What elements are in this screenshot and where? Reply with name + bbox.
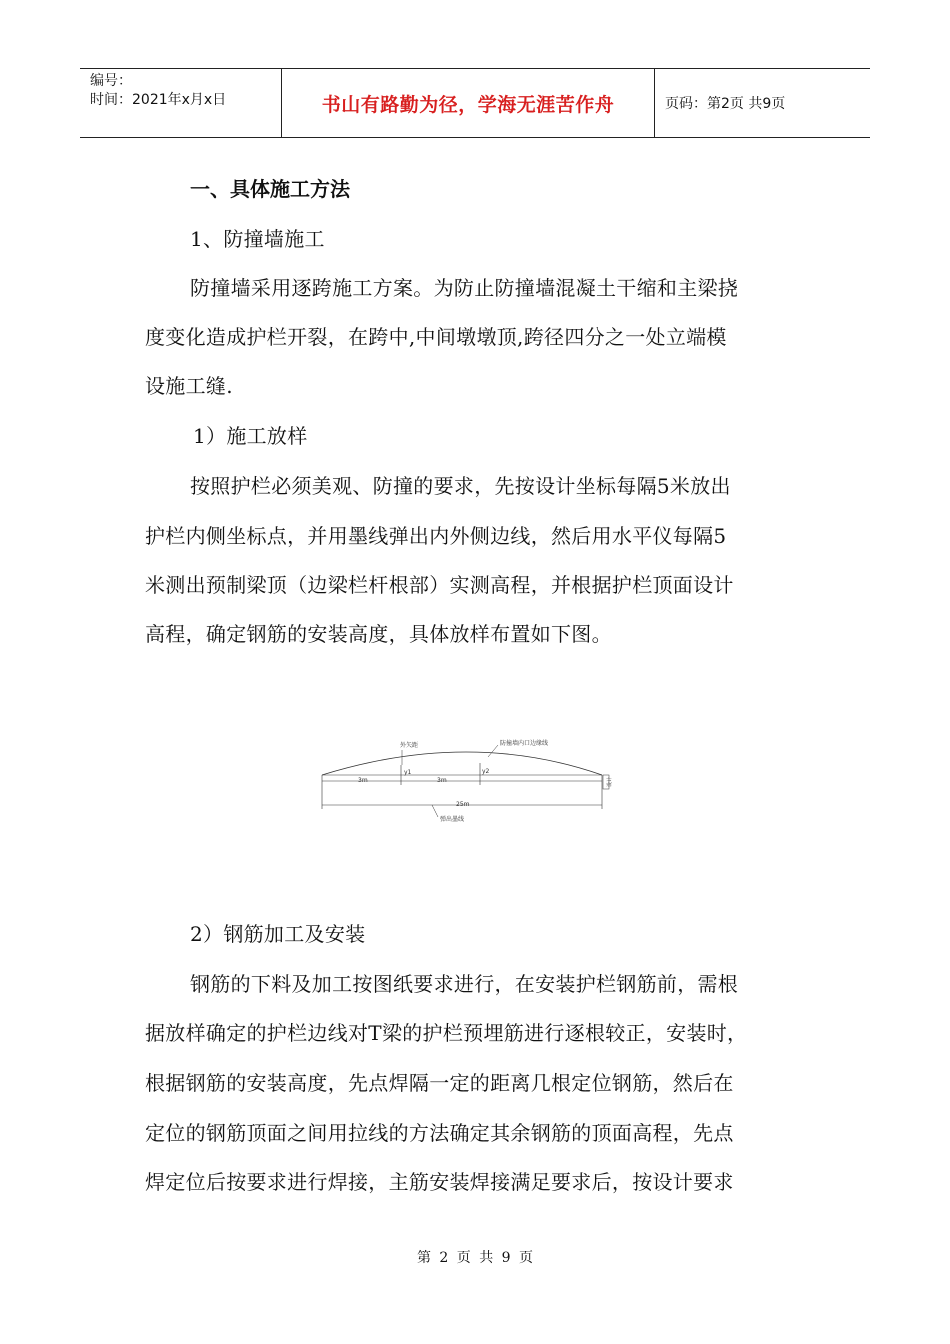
paragraph-line: 据放样确定的护栏边线对T梁的护栏预埋筋进行逐根较正，安装时， xyxy=(145,1021,748,1045)
paragraph-line: 高程，确定钢筋的安装高度，具体放样布置如下图。 xyxy=(145,622,612,646)
paragraph-line: 防撞墙采用逐跨施工方案。为防止防撞墙混凝土干缩和主梁挠 xyxy=(190,276,739,300)
label-total: 25m xyxy=(456,801,470,808)
paragraph-line: 根据钢筋的安装高度，先点焊隔一定的距离几根定位钢筋，然后在 xyxy=(145,1071,734,1095)
subsection-title: 1、防撞墙施工 xyxy=(190,227,325,251)
label-ink-line: 弹出墨线 xyxy=(440,816,465,823)
header-meta xyxy=(80,69,282,137)
step-title: 1）施工放样 xyxy=(193,424,308,448)
document-date: 时间：2021年x月x日 xyxy=(90,92,227,108)
arc-line xyxy=(322,752,602,775)
leader-ink xyxy=(432,805,438,817)
page-footer: 第 2 页 共 9 页 xyxy=(416,1250,534,1266)
section-heading: 一、具体施工方法 xyxy=(190,177,350,201)
step-title: 2）钢筋加工及安装 xyxy=(190,922,366,946)
label-right: 设计 xyxy=(607,776,613,787)
document-number-label: 编号： xyxy=(90,73,132,89)
label-seg2: 3m xyxy=(437,777,447,784)
leader-inner xyxy=(488,745,498,757)
paragraph-line: 度变化造成护栏开裂，在跨中,中间墩墩顶,跨径四分之一处立端模 xyxy=(145,325,727,349)
layout-diagram xyxy=(320,735,620,825)
label-y1: y1 xyxy=(404,769,412,776)
label-inner-edge: 防撞墙内口边缘线 xyxy=(500,740,549,747)
page-header xyxy=(80,68,870,138)
paragraph-line: 钢筋的下料及加工按图纸要求进行，在安装护栏钢筋前，需根 xyxy=(190,972,739,996)
paragraph-line: 设施工缝. xyxy=(145,374,233,398)
paragraph-line: 按照护栏必须美观、防撞的要求，先按设计坐标每隔5米放出 xyxy=(190,474,731,498)
header-motto: 书山有路勤为径，学海无涯苦作舟 xyxy=(282,69,655,137)
label-seg1: 3m xyxy=(358,777,368,784)
paragraph-line: 定位的钢筋顶面之间用拉线的方法确定其余钢筋的顶面高程，先点 xyxy=(145,1121,734,1145)
paragraph-line: 焊定位后按要求进行焊接，主筋安装焊接满足要求后，按设计要求 xyxy=(145,1170,734,1194)
label-outer-arc: 外矢距 xyxy=(400,742,419,749)
header-page-info: 页码：第2页 共9页 xyxy=(665,96,786,112)
paragraph-line: 米测出预制梁顶（边梁栏杆根部）实测高程，并根据护栏顶面设计 xyxy=(145,573,734,597)
label-y2: y2 xyxy=(482,768,490,775)
paragraph-line: 护栏内侧坐标点，并用墨线弹出内外侧边线，然后用水平仪每隔5 xyxy=(145,524,727,548)
